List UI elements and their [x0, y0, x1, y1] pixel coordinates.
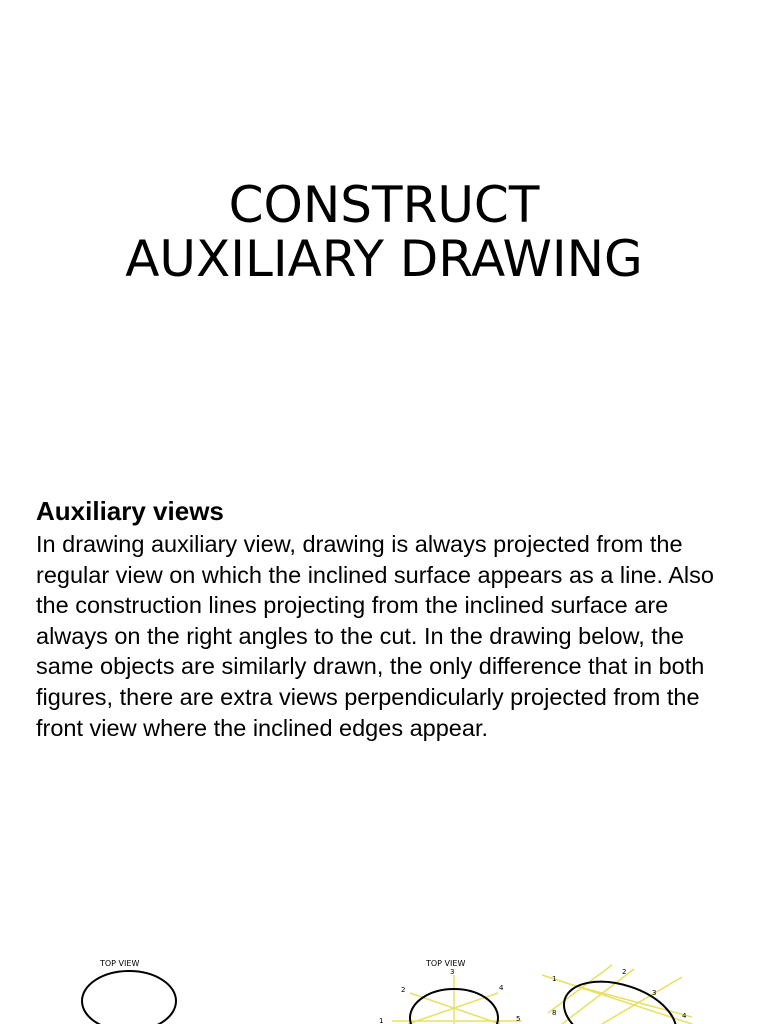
figure-left-drawing [74, 955, 194, 1024]
point-number: 3 [652, 989, 657, 997]
point-number: 1 [379, 1017, 384, 1024]
construction-line [572, 985, 692, 1017]
figure-left-label: TOP VIEW [100, 959, 140, 968]
point-number: 8 [552, 1009, 557, 1017]
figure-right-drawing [372, 955, 702, 1024]
figure-left [74, 955, 194, 1024]
construction-line [548, 965, 612, 1013]
section-body: In drawing auxiliary view, drawing is always projected from the regular view on which the inclined surface appears as a line. Also the construction lines projecting from the inclined surface are always on the right angles to the cut. In the drawing below, the same objects are similarly drawn, the only difference that in both figures, there are extra views perpendicularly projected from the front view where the inclined edges appear. [36, 531, 714, 741]
section-heading: Auxiliary views [36, 496, 224, 526]
title-line-2: AUXILIARY DRAWING [125, 230, 643, 288]
construction-line [562, 969, 634, 1024]
point-number: 4 [499, 984, 504, 992]
point-number: 2 [401, 986, 406, 994]
figure-right [372, 955, 702, 1024]
left-circle-outline [82, 971, 176, 1024]
point-number: 4 [682, 1012, 687, 1020]
point-number: 3 [450, 968, 455, 976]
point-number: 5 [516, 1015, 521, 1023]
title-line-1: CONSTRUCT [228, 176, 540, 234]
slide-title [0, 178, 768, 286]
figure-right-label: TOP VIEW [426, 959, 466, 968]
point-number: 2 [622, 968, 627, 976]
point-number: 1 [552, 975, 557, 983]
